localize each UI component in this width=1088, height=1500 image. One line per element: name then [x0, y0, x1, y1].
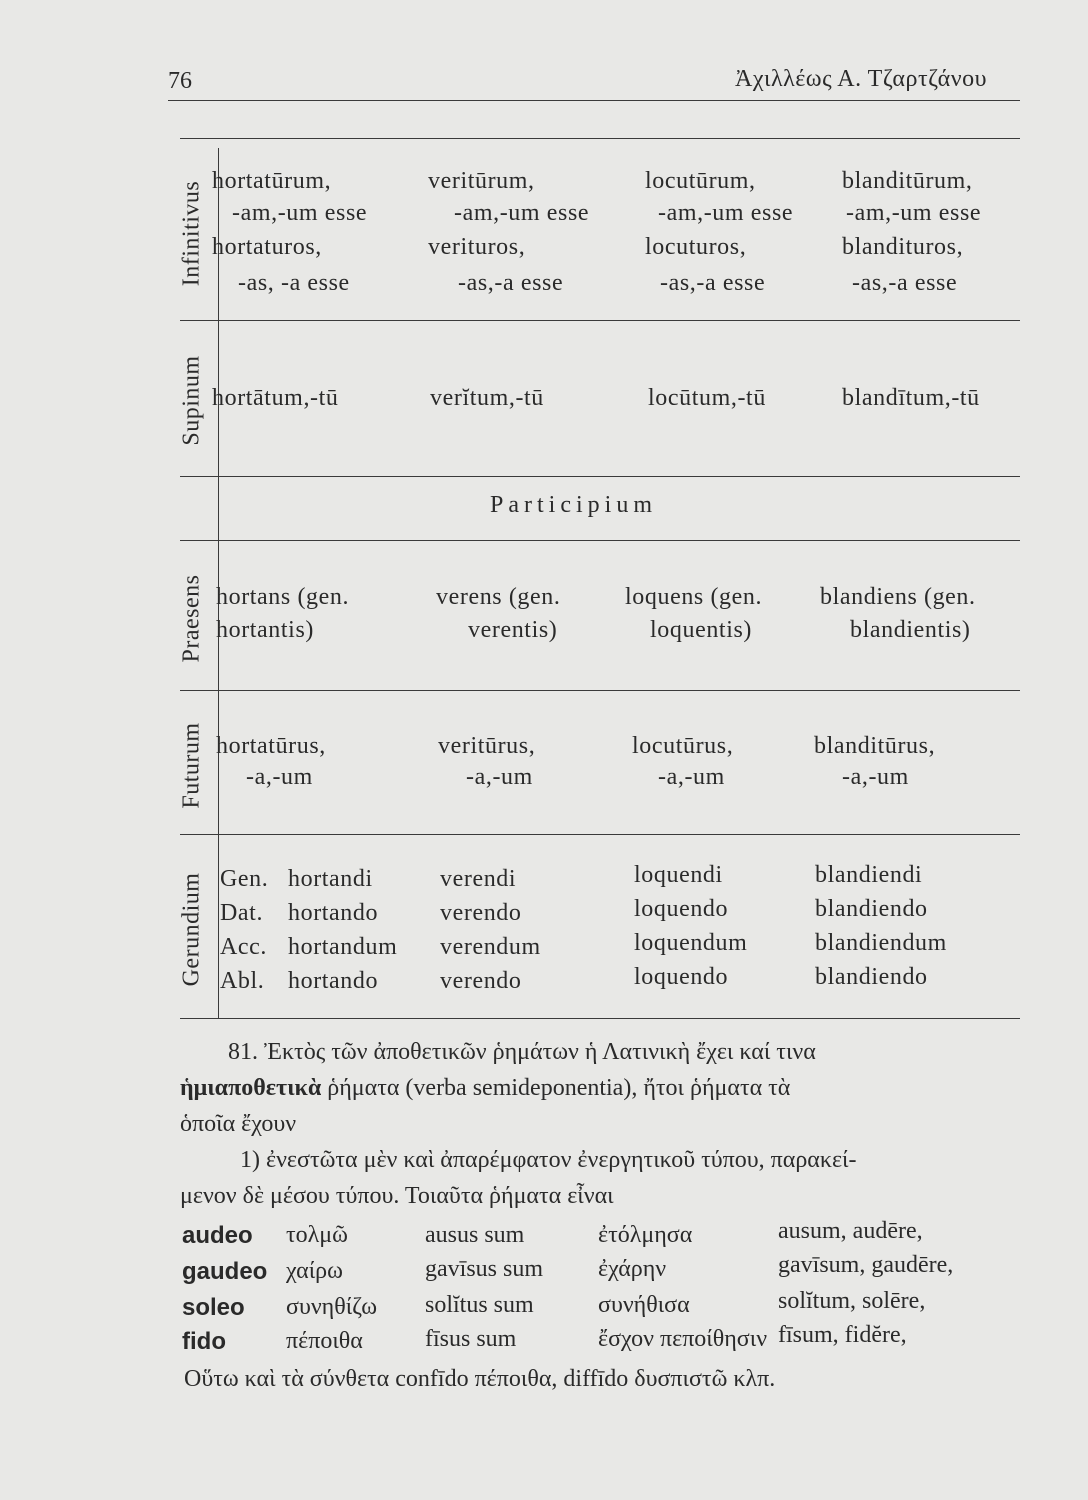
verb-perfect-gloss: ἐχάρην — [598, 1256, 667, 1282]
table-cell: -a,-um — [842, 764, 909, 790]
paragraph-line — [180, 1034, 1040, 1070]
table-cell: hortantis) — [216, 617, 314, 643]
section-rule — [180, 834, 1020, 835]
paragraph-line — [180, 1070, 1040, 1106]
table-cell: veritūrum, — [428, 168, 535, 194]
table-cell: loquentis) — [650, 617, 752, 643]
page-number: 76 — [168, 68, 192, 94]
table-cell: hortandi — [288, 866, 373, 892]
table-cell: blandiendo — [815, 964, 928, 990]
table-cell: verendi — [440, 866, 517, 892]
section-rule — [180, 476, 1020, 477]
case-label: Gen. — [220, 866, 269, 892]
table-cell: hortaturos, — [212, 234, 322, 260]
table-cell: verentis) — [468, 617, 558, 643]
table-bottom-rule — [180, 1018, 1020, 1019]
table-cell: hortatūrum, — [212, 168, 332, 194]
futurum-label: Futurum — [178, 721, 205, 809]
verb-gloss: πέποιθα — [286, 1328, 363, 1354]
table-cell: -am,-um esse — [232, 200, 368, 226]
table-cell: blandituros, — [842, 234, 964, 260]
table-cell: loquendi — [634, 862, 723, 888]
table-cell: blanditūrus, — [814, 733, 936, 759]
verb-gloss: συνηθίζω — [286, 1294, 378, 1320]
table-cell: blandiendum — [815, 930, 947, 956]
table-cell: locuturos, — [645, 234, 747, 260]
verb-perfect: ausus sum — [425, 1222, 525, 1248]
table-cell: -am,-um esse — [846, 200, 982, 226]
gerundium-label: Gerundium — [178, 872, 205, 986]
table-cell: -a,-um — [466, 764, 533, 790]
verb-lemma: gaudeo — [182, 1258, 268, 1285]
table-cell: verendo — [440, 968, 522, 994]
praesens-label: Praesens — [178, 574, 205, 662]
table-cell: locūtum,-tū — [648, 385, 766, 411]
verb-perfect: gavīsus sum — [425, 1256, 544, 1282]
table-cell: -as, -a esse — [238, 270, 350, 296]
table-cell: hortans (gen. — [216, 584, 350, 610]
paragraph-number: 81. — [228, 1039, 258, 1065]
table-cell: verendo — [440, 900, 522, 926]
table-cell: -as,-a esse — [458, 270, 564, 296]
table-cell: locutūrus, — [632, 733, 734, 759]
paragraph-text: Ἐκτὸς τῶν ἀποθετικῶν ῥημάτων ἡ Λατινικὴ ἔχει καί τινα — [264, 1039, 816, 1065]
verb-gloss: χαίρω — [286, 1258, 343, 1284]
paragraph-81 — [180, 1034, 1040, 1214]
term-semideponent: ἡμιαποθετικὰ — [180, 1075, 322, 1101]
verb-lemma: audeo — [182, 1222, 253, 1249]
table-cell: hortātum,-tū — [212, 385, 339, 411]
table-cell: hortandum — [288, 934, 398, 960]
verb-perfect: fīsus sum — [425, 1326, 517, 1352]
paragraph-line: ὁποῖα ἔχουν — [180, 1111, 297, 1137]
table-cell: hortatūrus, — [216, 733, 326, 759]
table-cell: verituros, — [428, 234, 526, 260]
verb-perfect: solĭtus sum — [425, 1292, 534, 1318]
paragraph-line: 1) ἐνεστῶτα μὲν καὶ ἀπαρέμφατον ἐνεργητικοῦ τύπου, παρακεί- — [240, 1147, 857, 1173]
running-title: Ἀχιλλέως Α. Τζαρτζάνου — [735, 66, 987, 92]
table-cell: -am,-um esse — [454, 200, 590, 226]
table-cell: -as,-a esse — [852, 270, 958, 296]
table-cell: blanditūrum, — [842, 168, 973, 194]
table-cell: -am,-um esse — [658, 200, 794, 226]
table-cell: -a,-um — [246, 764, 313, 790]
table-cell: verendum — [440, 934, 541, 960]
verb-gloss: τολμῶ — [286, 1222, 348, 1248]
header-rule — [168, 100, 1020, 101]
table-cell: hortando — [288, 968, 379, 994]
table-cell: blandiens (gen. — [820, 584, 976, 610]
table-cell: blandiendo — [815, 896, 928, 922]
table-cell: verĭtum,-tū — [430, 385, 544, 411]
verb-supine-infinitive: gavīsum, gaudēre, — [778, 1252, 954, 1278]
table-cell: hortando — [288, 900, 379, 926]
table-cell: -a,-um — [658, 764, 725, 790]
table-cell: -as,-a esse — [660, 270, 766, 296]
table-cell: locutūrum, — [645, 168, 756, 194]
verb-perfect-gloss: ἔσχον πεποίθησιν — [598, 1326, 768, 1352]
table-cell: loquendo — [634, 964, 729, 990]
table-cell: blandītum,-tū — [842, 385, 980, 411]
participium-heading: Participium — [490, 492, 657, 518]
infinitivus-label: Infinitivus — [178, 180, 205, 286]
table-cell: loquendum — [634, 930, 748, 956]
table-top-rule — [180, 138, 1020, 139]
section-rule — [180, 540, 1020, 541]
paragraph-text: ῥήματα (verba semideponentia), ἤτοι ῥήματα τὰ — [327, 1075, 791, 1101]
case-label: Acc. — [220, 934, 268, 960]
closing-line: Οὕτω καὶ τὰ σύνθετα confīdo πέποιθα, diffīdo δυσπιστῶ κλπ. — [184, 1366, 776, 1392]
case-label: Dat. — [220, 900, 264, 926]
label-column-divider — [218, 148, 219, 1018]
verb-perfect-gloss: ἐτόλμησα — [598, 1222, 693, 1248]
supinum-label: Supinum — [178, 354, 205, 446]
verb-supine-infinitive: fīsum, fidĕre, — [778, 1322, 907, 1348]
table-cell: veritūrus, — [438, 733, 536, 759]
table-cell: blandiendi — [815, 862, 923, 888]
paragraph-line: μενον δὲ μέσου τύπου. Τοιαῦτα ῥήματα εἶναι — [180, 1183, 614, 1209]
verb-lemma: soleo — [182, 1294, 245, 1321]
table-cell: loquendo — [634, 896, 729, 922]
verb-supine-infinitive: ausum, audēre, — [778, 1218, 923, 1244]
verb-supine-infinitive: solĭtum, solēre, — [778, 1288, 926, 1314]
verb-perfect-gloss: συνήθισα — [598, 1292, 690, 1318]
table-cell: blandientis) — [850, 617, 971, 643]
table-cell: loquens (gen. — [625, 584, 763, 610]
section-rule — [180, 690, 1020, 691]
verb-lemma: fido — [182, 1328, 226, 1355]
case-label: Abl. — [220, 968, 265, 994]
section-rule — [180, 320, 1020, 321]
table-cell: verens (gen. — [436, 584, 561, 610]
